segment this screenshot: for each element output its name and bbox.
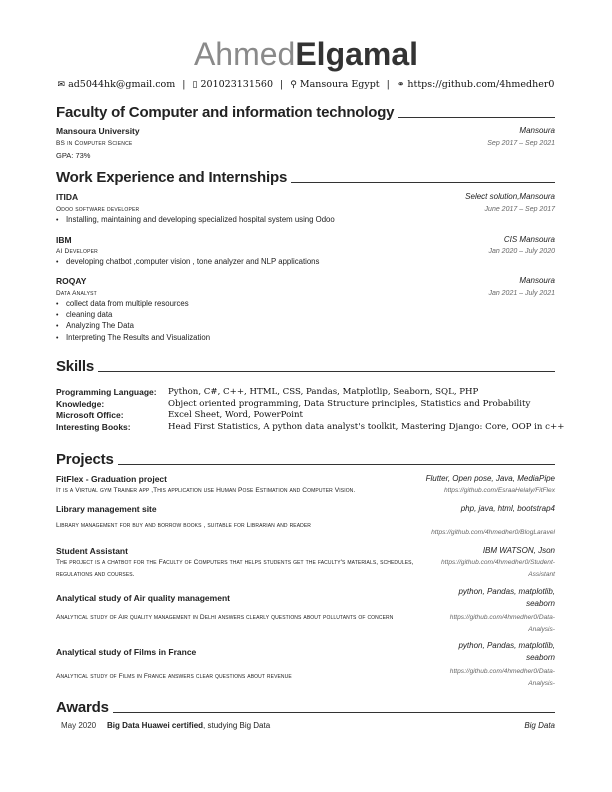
phone-number: 201023131560 bbox=[200, 79, 274, 90]
job-role: Odoo software developer bbox=[56, 206, 140, 213]
university-name: Mansoura University bbox=[56, 126, 140, 136]
section-rule bbox=[398, 117, 555, 118]
skills-table bbox=[56, 387, 564, 433]
project-title: Analytical study of Air quality management bbox=[56, 593, 230, 603]
project-tech: python, Pandas, matplotlib, seaborn bbox=[458, 641, 555, 662]
award-detail: , studying Big Data bbox=[203, 721, 271, 730]
skill-key: Programming Language: bbox=[56, 387, 157, 397]
separator: | bbox=[182, 79, 186, 90]
section-rule bbox=[118, 464, 555, 465]
job-role: Data Analyst bbox=[56, 290, 97, 297]
job-company: ROQAY bbox=[56, 276, 87, 286]
skill-row bbox=[56, 410, 564, 422]
email-link[interactable]: ad5044hk@gmail.com bbox=[68, 79, 176, 90]
resume-header bbox=[0, 36, 612, 72]
location-pin-icon: ⚲ bbox=[290, 80, 297, 90]
job-company: IBM bbox=[56, 235, 72, 245]
project-tech: IBM WATSON, Json bbox=[482, 546, 555, 555]
project-tech: Flutter, Open pose, Java, MediaPipe bbox=[425, 474, 555, 483]
separator: | bbox=[280, 79, 284, 90]
section-heading: Work Experience and Internships bbox=[56, 169, 288, 186]
link-icon: ⚭ bbox=[396, 80, 405, 90]
job-location: Mansoura bbox=[519, 276, 555, 285]
award-date: May 2020 bbox=[61, 721, 97, 730]
skill-row bbox=[56, 399, 564, 411]
list-item: • Installing, maintaining and developing specialized hospital system using Odoo bbox=[56, 215, 335, 226]
project-title: Analytical study of Films in France bbox=[56, 647, 197, 657]
project-title: Library management site bbox=[56, 504, 157, 514]
skill-value: Excel Sheet, Word, PowerPoint bbox=[168, 410, 304, 420]
list-item: • cleaning data bbox=[56, 310, 210, 321]
section-heading: Projects bbox=[56, 451, 114, 468]
education-dates: Sep 2017 – Sep 2021 bbox=[487, 140, 555, 147]
skills-section-title bbox=[56, 355, 555, 375]
project-link[interactable]: https://github.com/4hmedher0/Data-Analysis- bbox=[449, 614, 555, 633]
candidate-name bbox=[0, 36, 612, 72]
skill-value: Head First Statistics, A python data analyst's toolkit, Mastering Django: Core, OOP in c++ bbox=[168, 421, 565, 432]
skill-value: Object oriented programming, Data Structure principles, Statistics and Probability bbox=[168, 398, 531, 409]
project-description: Analytical study of Air quality management in Delhi answers clearly questions about pollutants of concern bbox=[56, 614, 394, 621]
job-bullets bbox=[56, 257, 319, 268]
projects-section-title bbox=[56, 448, 555, 468]
skill-key: Microsoft Office: bbox=[56, 410, 124, 420]
award-name: Big Data Huawei certified bbox=[107, 721, 204, 730]
skill-value: Python, C#, C++, HTML, CSS, Pandas, Matplotlip, Seaborn, SQL, PHP bbox=[168, 387, 479, 397]
section-heading: Awards bbox=[56, 699, 109, 716]
project-tech: php, java, html, bootstrap4 bbox=[460, 504, 555, 513]
skill-row bbox=[56, 387, 564, 399]
project-description: Analytical study of Films in France answers clear questions about revenue bbox=[56, 673, 292, 680]
job-bullets bbox=[56, 299, 210, 344]
gpa: GPA: 73% bbox=[56, 151, 91, 160]
phone-icon: ▯ bbox=[192, 80, 198, 90]
job-role: AI Developer bbox=[56, 248, 98, 255]
award-tag: Big Data bbox=[524, 721, 555, 730]
section-rule bbox=[98, 371, 555, 372]
envelope-icon: ✉ bbox=[57, 80, 66, 90]
job-location: CIS Mansoura bbox=[503, 235, 555, 244]
job-location: Select solution,Mansoura bbox=[465, 192, 555, 201]
experience-section-title bbox=[56, 166, 555, 186]
section-heading: Skills bbox=[56, 358, 94, 375]
first-name: Ahmed bbox=[193, 36, 296, 72]
project-link[interactable]: https://github.com/4hmedher0/Student-Assistant bbox=[441, 559, 555, 578]
list-item: • collect data from multiple resources bbox=[56, 299, 210, 310]
github-link[interactable]: https://github.com/4hmedher0 bbox=[407, 79, 555, 90]
project-tech: python, Pandas, matplotlib, seaborn bbox=[458, 587, 555, 608]
university-location: Mansoura bbox=[519, 126, 555, 135]
skill-row bbox=[56, 422, 564, 434]
list-item: • developing chatbot ,computer vision , tone analyzer and NLP applications bbox=[56, 257, 319, 268]
section-heading: Faculty of Computer and information technology bbox=[56, 104, 395, 121]
project-description: The project is a chatbot for the Faculty of Computers that helps students get the faculty's materials, schedules, regulations and courses. bbox=[56, 559, 414, 578]
education-section-title bbox=[56, 101, 555, 121]
award-text bbox=[107, 721, 270, 730]
section-rule bbox=[291, 182, 555, 183]
project-title: FitFlex - Graduation project bbox=[56, 474, 167, 484]
list-item: • Interpreting The Results and Visualization bbox=[56, 333, 210, 344]
job-company: ITIDA bbox=[56, 192, 79, 202]
skill-key: Interesting Books: bbox=[56, 421, 131, 432]
contact-line bbox=[0, 79, 612, 90]
project-title: Student Assistant bbox=[56, 546, 128, 556]
degree: BS in Computer Science bbox=[56, 140, 133, 147]
job-dates: Jan 2020 – July 2020 bbox=[488, 248, 555, 255]
skill-key: Knowledge: bbox=[56, 398, 105, 409]
section-rule bbox=[113, 712, 555, 713]
location-text: Mansoura Egypt bbox=[299, 79, 380, 90]
project-description: Library management for buy and borrow books , suitable for Librarian and reader bbox=[56, 522, 312, 529]
awards-section-title bbox=[56, 696, 555, 716]
job-dates: June 2017 – Sep 2017 bbox=[484, 206, 555, 213]
project-link[interactable]: https://github.com/4hmedher0/BlogLaravel bbox=[431, 529, 555, 536]
project-link[interactable]: https://github.com/EsraaHelaly/FitFlex bbox=[443, 487, 555, 494]
list-item: • Analyzing The Data bbox=[56, 321, 210, 332]
separator: | bbox=[386, 79, 390, 90]
job-bullets bbox=[56, 215, 335, 226]
project-link[interactable]: https://github.com/4hmedher0/Data-Analysis- bbox=[449, 668, 555, 687]
project-description: It is a Virtual gym Trainer app ,This application use Human Pose Estimation and Computer Vision. bbox=[56, 487, 356, 494]
job-dates: Jan 2021 – July 2021 bbox=[488, 290, 555, 297]
last-name: Elgamal bbox=[295, 36, 419, 72]
